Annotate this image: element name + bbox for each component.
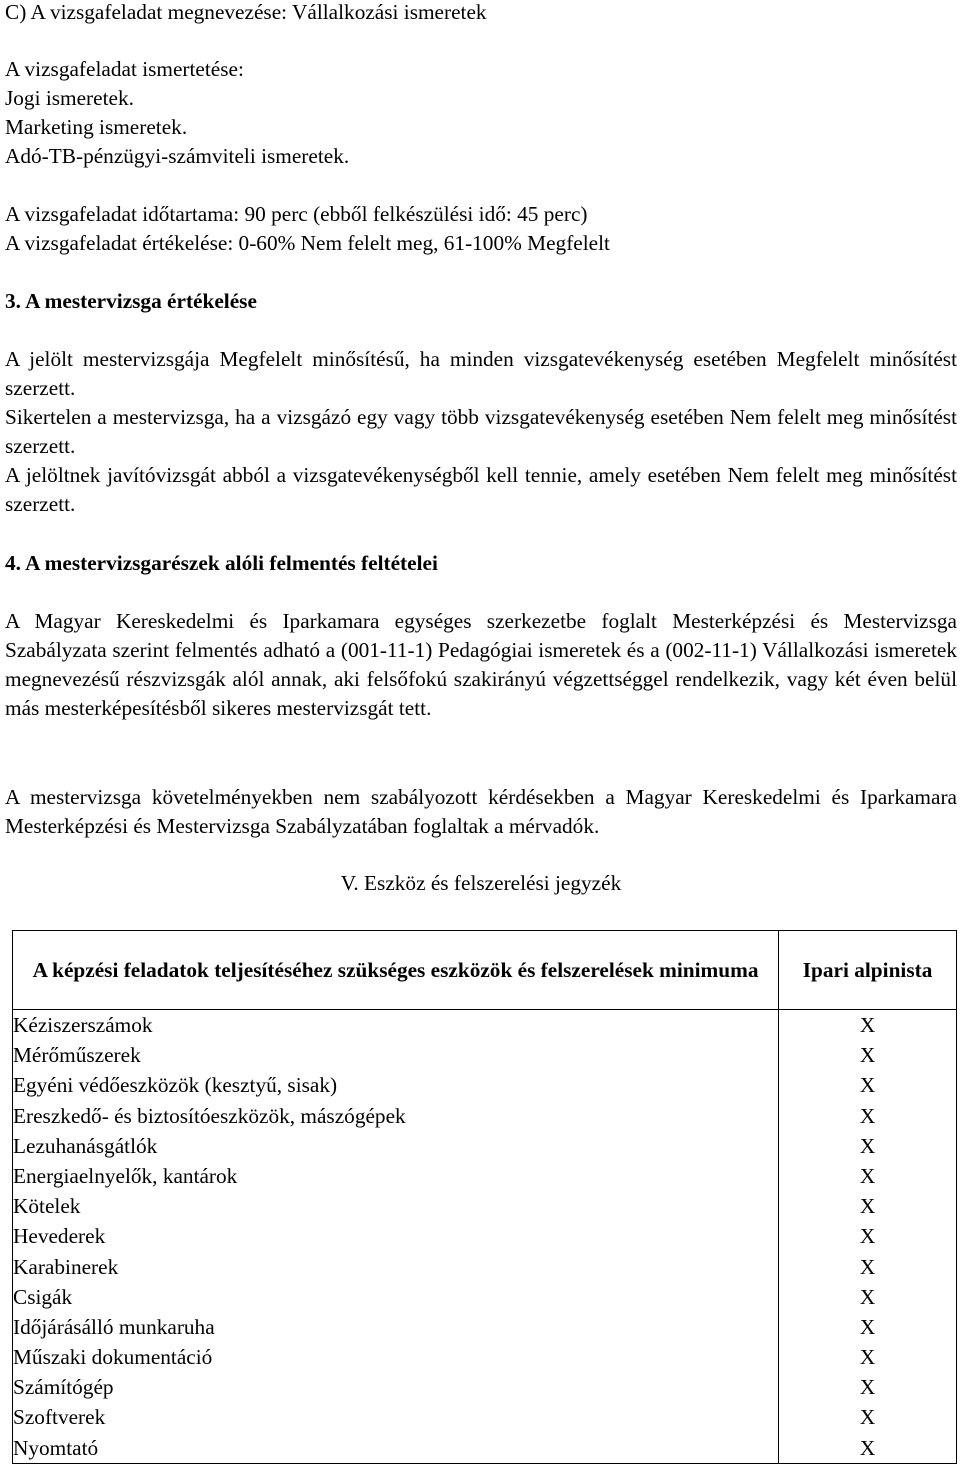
table-header-equipment: A képzési feladatok teljesítéséhez szükséges eszközök és felszerelések minimuma — [13, 931, 779, 1010]
section-c-duration: A vizsgafeladat időtartama: 90 perc (ebből felkészülési idő: 45 perc) — [5, 202, 588, 226]
table-cell-item: Időjárásálló munkaruha — [13, 1314, 215, 1339]
section-3-paragraph: A jelölt mestervizsgája Megfelelt minősítésű, ha minden vizsgatevékenység esetében Megfelelt minősítést szerzett. — [5, 347, 957, 400]
profession-marks — [779, 1010, 957, 1464]
table-cell-item: Számítógép — [13, 1375, 114, 1400]
table-cell-mark: X — [859, 1194, 876, 1219]
section-c-description-label: A vizsgafeladat ismertetése: — [5, 57, 244, 81]
table-cell-item: Nyomtató — [13, 1435, 99, 1460]
table-cell-item: Csigák — [13, 1284, 73, 1309]
table-cell-item: Hevederek — [13, 1224, 106, 1249]
equipment-table — [12, 930, 957, 1464]
table-cell-mark: X — [859, 1345, 876, 1370]
section-3-paragraph: A jelöltnek javítóvizsgát abból a vizsgatevékenységből kell tennie, amely esetében Nem felelt meg minősítést szerzett. — [5, 463, 957, 516]
table-cell-mark: X — [859, 1133, 876, 1158]
table-cell-item: Kötelek — [13, 1194, 81, 1219]
table-cell-item: Mérőműszerek — [13, 1043, 141, 1068]
section-3-heading: 3. A mestervizsga értékelése — [5, 289, 257, 313]
table-cell-item: Energiaelnyelők, kantárok — [13, 1163, 238, 1188]
table-cell-mark: X — [859, 1163, 876, 1188]
table-body-row — [13, 1010, 957, 1464]
table-cell-item: Kéziszerszámok — [13, 1013, 153, 1037]
table-cell-item: Egyéni védőeszközök (kesztyű, sisak) — [13, 1073, 338, 1098]
section-v-heading: V. Eszköz és felszerelési jegyzék — [340, 871, 622, 895]
section-c-evaluation: A vizsgafeladat értékelése: 0-60% Nem felelt meg, 61-100% Megfelelt — [5, 231, 610, 255]
section-c-description-item: Adó-TB-pénzügyi-számviteli ismeretek. — [5, 144, 350, 168]
table-cell-mark: X — [859, 1405, 876, 1430]
table-cell-mark: X — [859, 1314, 876, 1339]
table-cell-item: Lezuhanásgátlók — [13, 1133, 158, 1158]
table-cell-mark: X — [859, 1284, 876, 1309]
table-cell-mark: X — [859, 1013, 876, 1037]
table-cell-mark: X — [859, 1375, 876, 1400]
table-cell-mark: X — [859, 1043, 876, 1068]
table-header-profession: Ipari alpinista — [779, 931, 957, 1010]
equipment-list — [13, 1010, 779, 1464]
table-cell-item: Ereszkedő- és biztosítóeszközök, mászógépek — [13, 1103, 406, 1128]
section-3-paragraph: Sikertelen a mestervizsga, ha a vizsgázó egy vagy több vizsgatevékenység esetében Nem felelt meg minősítést szerzett. — [5, 405, 957, 458]
section-c-description-item: Jogi ismeretek. — [5, 86, 134, 110]
table-cell-item: Karabinerek — [13, 1254, 119, 1279]
section-c-description-item: Marketing ismeretek. — [5, 115, 188, 139]
section-4-heading: 4. A mestervizsgarészek alóli felmentés feltételei — [5, 551, 438, 575]
section-4-paragraph-2: A mestervizsga követelményekben nem szabályozott kérdésekben a Magyar Kereskedelmi és Iparkamara Mesterképzési és Mestervizsga Szabályzatában foglaltak a mérvadók. — [5, 785, 957, 838]
section-c-title: C) A vizsgafeladat megnevezése: Vállalkozási ismeretek — [5, 0, 487, 24]
table-cell-mark: X — [859, 1254, 876, 1279]
table-header-row — [13, 931, 957, 1010]
table-cell-mark: X — [859, 1103, 876, 1128]
table-cell-mark: X — [859, 1073, 876, 1098]
table-cell-mark: X — [859, 1435, 876, 1460]
table-cell-item: Szoftverek — [13, 1405, 106, 1430]
section-4-paragraph-1: A Magyar Kereskedelmi és Iparkamara egységes szerkezetbe foglalt Mesterképzési és Mestervizsga Szabályzata szerint felmentés adható a (001-11-1) Pedagógiai ismeretek és a (002-11-1) Vállalkozási ismeretek megnevezésű részvizsgák alól annak, aki felsőfokú szakirányú végzettséggel rendelkezik, vagy két éven belül más mesterképesítésből sikeres mestervizsgát tett. — [5, 609, 957, 720]
table-cell-item: Műszaki dokumentáció — [13, 1345, 213, 1370]
table-cell-mark: X — [859, 1224, 876, 1249]
